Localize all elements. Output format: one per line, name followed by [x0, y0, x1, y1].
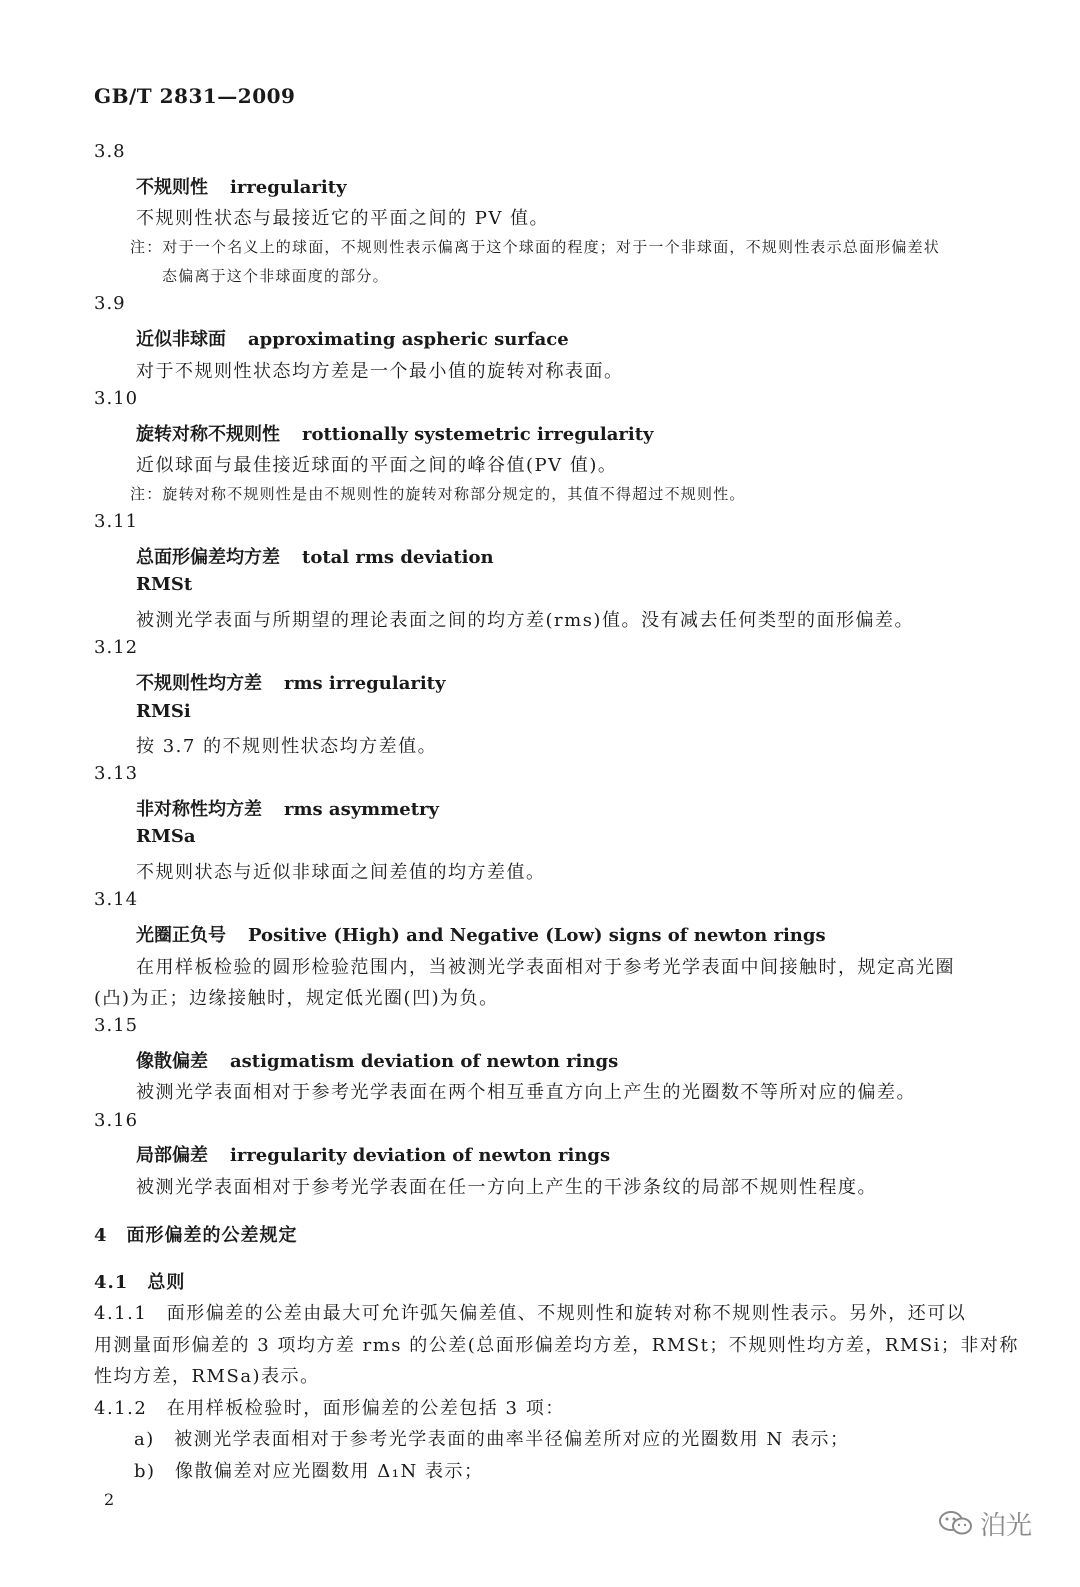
page-number: 2: [104, 1490, 115, 1509]
note-line: 注：旋转对称不规则性是由不规则性的旋转对称部分规定的，其值不得超过不规则性。: [130, 485, 746, 503]
term-en: approximating aspheric surface: [248, 329, 569, 350]
definition-line: 在用样板检验的圆形检验范围内，当被测光学表面相对于参考光学表面中间接触时，规定高光圈: [136, 957, 955, 978]
term-heading: [136, 420, 654, 446]
standard-number: GB/T 2831—2009: [94, 84, 296, 108]
term-heading: [136, 1047, 618, 1073]
term-heading: [136, 921, 826, 947]
term-en: Positive (High) and Negative (Low) signs of newton rings: [248, 925, 826, 946]
term-cn: 旋转对称不规则性: [136, 424, 280, 445]
term-heading: [136, 669, 445, 695]
list-item: b) 像散偏差对应光圈数用 Δ₁N 表示；: [134, 1461, 484, 1482]
term-abbreviation: RMSa: [136, 826, 196, 847]
subsection-heading: 4.1 总则: [94, 1272, 186, 1293]
term-abbreviation: RMSt: [136, 574, 193, 595]
definition: 近似球面与最佳接近球面的平面之间的峰谷值(PV 值)。: [136, 455, 618, 476]
term-cn: 不规则性均方差: [136, 673, 262, 694]
term-cn: 总面形偏差均方差: [136, 547, 280, 568]
term-heading: [136, 795, 439, 821]
paragraph-line: 4.1.2 在用样板检验时，面形偏差的公差包括 3 项：: [94, 1398, 565, 1419]
term-cn: 局部偏差: [136, 1145, 208, 1166]
term-en: rottionally systemetric irregularity: [302, 424, 654, 445]
paragraph-line: 性均方差，RMSa)表示。: [94, 1366, 320, 1387]
definition: 对于不规则性状态均方差是一个最小值的旋转对称表面。: [136, 361, 624, 382]
definition: 按 3.7 的不规则性状态均方差值。: [136, 736, 438, 757]
term-heading: [136, 173, 347, 199]
list-item: a) 被测光学表面相对于参考光学表面的曲率半径偏差所对应的光圈数用 N 表示；: [134, 1429, 850, 1450]
term-en: astigmatism deviation of newton rings: [230, 1051, 619, 1072]
term-en: rms irregularity: [284, 673, 446, 694]
clause-number: 3.13: [94, 763, 139, 784]
clause-number: 3.15: [94, 1015, 139, 1036]
clause-number: 3.14: [94, 889, 139, 910]
paragraph-line: 4.1.1 面形偏差的公差由最大可允许弧矢偏差值、不规则性和旋转对称不规则性表示。另外，还可以: [94, 1303, 967, 1324]
definition: 不规则性状态与最接近它的平面之间的 PV 值。: [136, 208, 550, 229]
clause-number: 3.16: [94, 1110, 139, 1131]
note-line: 注：对于一个名义上的球面，不规则性表示偏离于这个球面的程度；对于一个非球面，不规则性表示总面形偏差状: [130, 238, 941, 256]
note-line: 态偏离于这个非球面度的部分。: [162, 267, 389, 285]
term-en: irregularity: [230, 177, 347, 198]
paragraph-line: 用测量面形偏差的 3 项均方差 rms 的公差(总面形偏差均方差，RMSt；不规则性均方差，RMSi；非对称: [94, 1335, 1019, 1356]
definition-line: (凸)为正；边缘接触时，规定低光圈(凹)为负。: [94, 988, 499, 1009]
term-en: irregularity deviation of newton rings: [230, 1145, 611, 1166]
term-cn: 光圈正负号: [136, 925, 226, 946]
term-en: total rms deviation: [302, 547, 494, 568]
definition: 被测光学表面与所期望的理论表面之间的均方差(rms)值。没有减去任何类型的面形偏差。: [136, 610, 914, 631]
term-heading: [136, 1141, 610, 1167]
term-en: rms asymmetry: [284, 799, 439, 820]
clause-number: 3.8: [94, 141, 126, 162]
section-heading: 4 面形偏差的公差规定: [94, 1225, 298, 1246]
watermark: [938, 1505, 1032, 1544]
definition: 被测光学表面相对于参考光学表面在任一方向上产生的干涉条纹的局部不规则性程度。: [136, 1177, 877, 1198]
term-cn: 像散偏差: [136, 1051, 208, 1072]
term-cn: 非对称性均方差: [136, 799, 262, 820]
term-cn: 近似非球面: [136, 329, 226, 350]
term-heading: [136, 325, 569, 351]
watermark-text: 泊光: [979, 1511, 1032, 1541]
term-abbreviation: RMSi: [136, 701, 191, 722]
definition: 被测光学表面相对于参考光学表面在两个相互垂直方向上产生的光圈数不等所对应的偏差。: [136, 1082, 916, 1103]
clause-number: 3.12: [94, 637, 139, 658]
clause-number: 3.10: [94, 388, 139, 409]
wechat-icon: [938, 1509, 974, 1544]
term-heading: [136, 543, 494, 569]
term-cn: 不规则性: [136, 177, 208, 198]
definition: 不规则状态与近似非球面之间差值的均方差值。: [136, 862, 546, 883]
clause-number: 3.9: [94, 293, 126, 314]
clause-number: 3.11: [94, 511, 139, 532]
